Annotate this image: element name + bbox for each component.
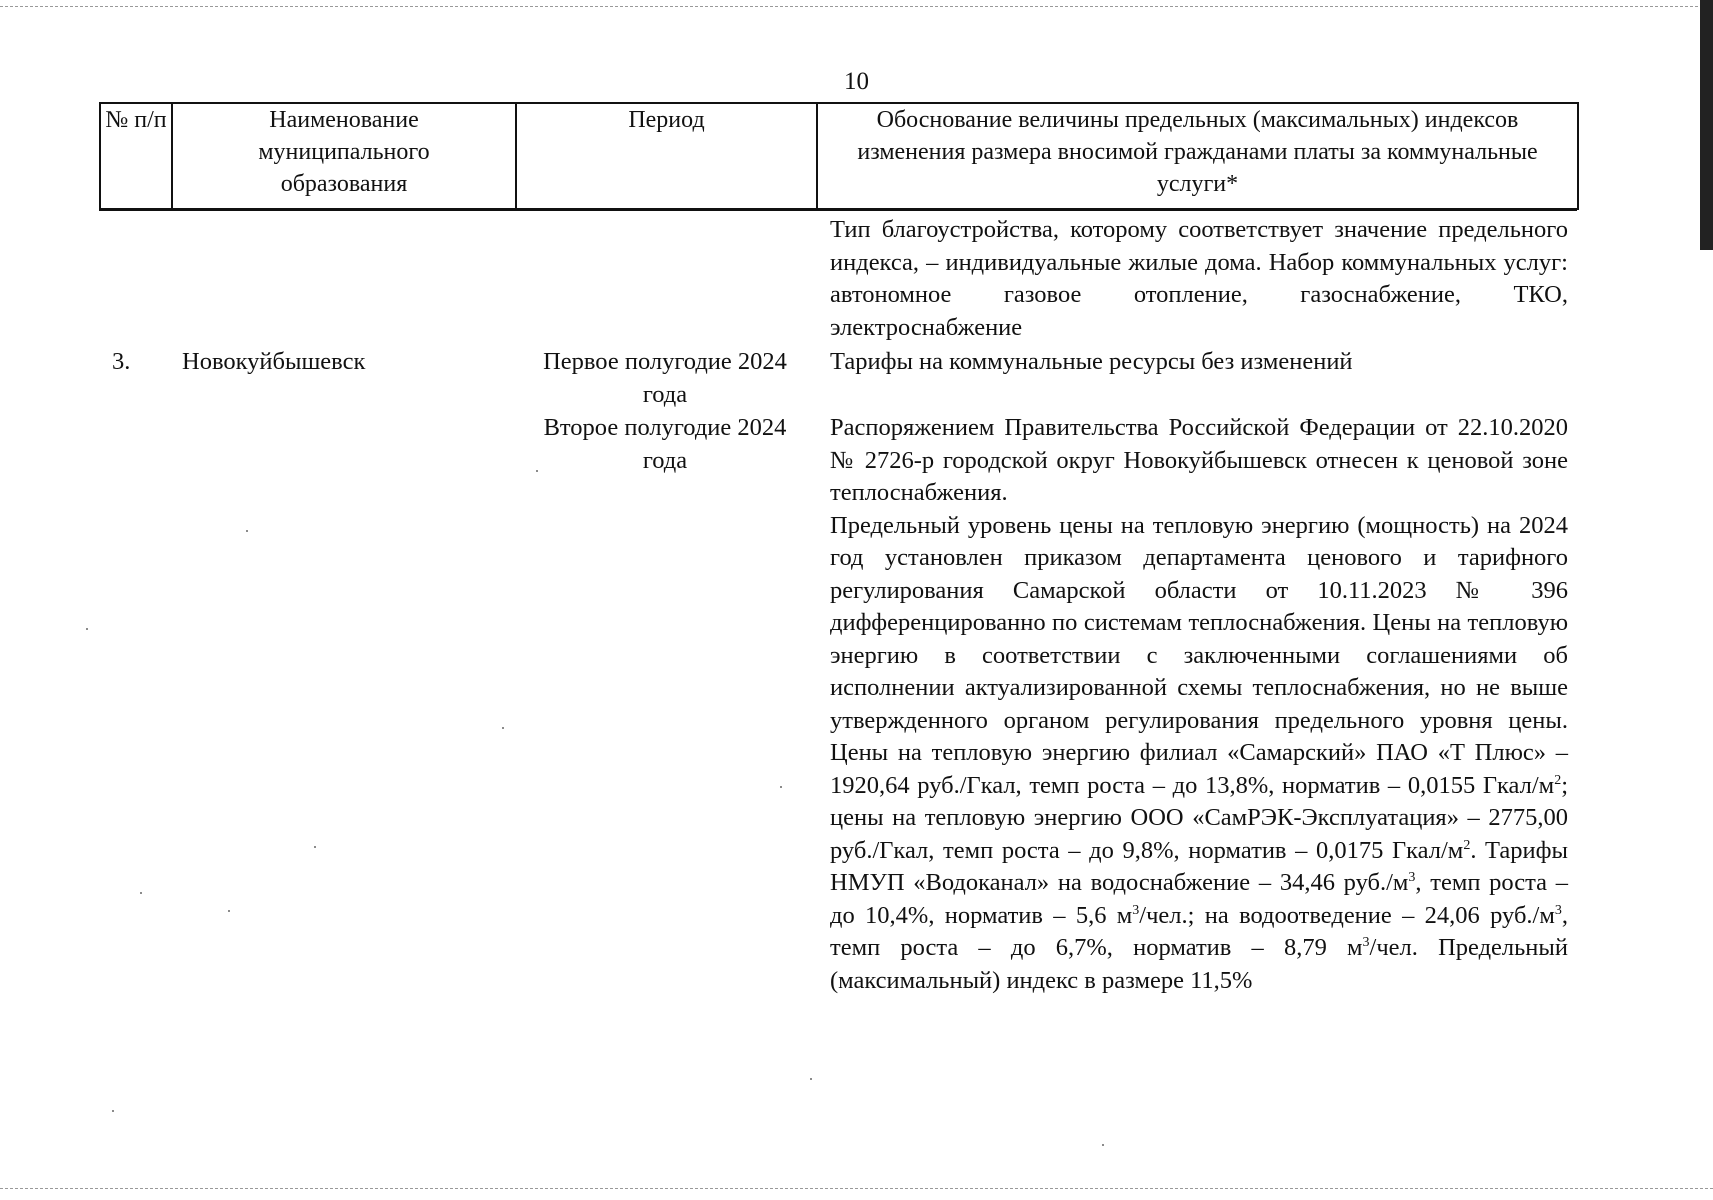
superscript: 3 (1362, 934, 1370, 950)
scan-speck (228, 910, 230, 912)
superscript: 3 (1554, 902, 1562, 918)
scan-speck (502, 727, 504, 729)
scan-speck (1102, 1144, 1104, 1146)
period-first-half: Первое полугодие 2024 года (543, 348, 787, 408)
superscript: 3 (1132, 902, 1140, 918)
superscript: 2 (1463, 837, 1471, 853)
period-second-half-basis (830, 412, 1568, 997)
table-header (99, 102, 1579, 210)
scan-speck (536, 470, 538, 472)
scan-edge-right (1700, 0, 1713, 250)
table-row-divider (99, 209, 1577, 211)
basis-paragraph-tariffs (830, 510, 1568, 998)
period-first-half-basis: Тарифы на коммунальные ресурсы без изменений (830, 348, 1353, 375)
basis-paragraph-decree: Распоряжением Правительства Российской Федерации от 22.10.2020 № 2726-р городской округ Новокуйбышевск отнесен к ценовой зоне теплоснабжения. (830, 414, 1568, 506)
tariff-text-part: . Тарифы НМУП «Водоканал» на водоснабжение – 34,46 руб./м (830, 836, 1568, 896)
tariff-text-part: /чел.; на водоотведение – 24,06 руб./м (1139, 901, 1555, 929)
tariff-text-part: ; цены на тепловую энергию ООО «СамРЭК-Эксплуатация» – 2775,00 руб./Гкал, темп роста – до 9,8%, норматив – 0,0175 Гкал/м (830, 771, 1568, 864)
tariff-text-part: Предельный уровень цены на тепловую энергию (мощность) на 2024 год установлен приказом департамента ценового и тарифного регулирования Самарской области от 10.11.2023 № 396 дифференцированно по системам теплоснабжения. Цены на тепловую энергию в соответствии с заключенными соглашениями об исполнении актуализированной схемы теплоснабжения, но не выше утвержденного органом регулирования предельного уровня цены. Цены на тепловую энергию филиал «Самарский» ПАО «Т Плюс» – 1920,64 руб./Гкал, темп роста – до 13,8%, норматив – 0,0155 Гкал/м (830, 511, 1568, 799)
header-period-column: Период (516, 103, 817, 209)
scan-edge-bottom (0, 1188, 1713, 1190)
header-basis-column: Обоснование величины предельных (максимальных) индексов изменения размера вносимой гражданами платы за коммунальные услуги* (817, 103, 1578, 209)
tariff-text-part: , темп роста – до 6,7%, норматив – 8,79 м (830, 901, 1568, 961)
scan-speck (86, 628, 88, 630)
municipality-name: Новокуйбышевск (182, 348, 366, 375)
continuation-text: Тип благоустройства, которому соответствует значение предельного индекса, – индивидуальные жилые дома. Набор коммунальных услуг: автономное газовое отопление, газоснабжение, ТКО, электроснабжение (830, 216, 1568, 341)
scan-speck (246, 530, 248, 532)
superscript: 3 (1408, 869, 1416, 885)
header-number-column: № п/п (100, 103, 172, 209)
period-second-half: Второе полугодие 2024 года (543, 414, 787, 474)
superscript: 2 (1554, 772, 1562, 788)
scan-speck (810, 1078, 812, 1080)
scan-edge-top (0, 0, 1713, 7)
page-number: 10 (844, 68, 869, 95)
header-municipality-column: Наименование муниципального образования (172, 103, 516, 209)
row-number: 3. (112, 348, 131, 375)
scan-speck (314, 846, 316, 848)
scan-speck (112, 1110, 114, 1112)
scan-speck (140, 892, 142, 894)
tariff-text-part: , темп роста – до 10,4%, норматив – 5,6 м (830, 869, 1568, 929)
scan-speck (780, 786, 782, 788)
tariff-text-part: /чел. Предельный (максимальный) индекс в размере 11,5% (830, 934, 1568, 994)
